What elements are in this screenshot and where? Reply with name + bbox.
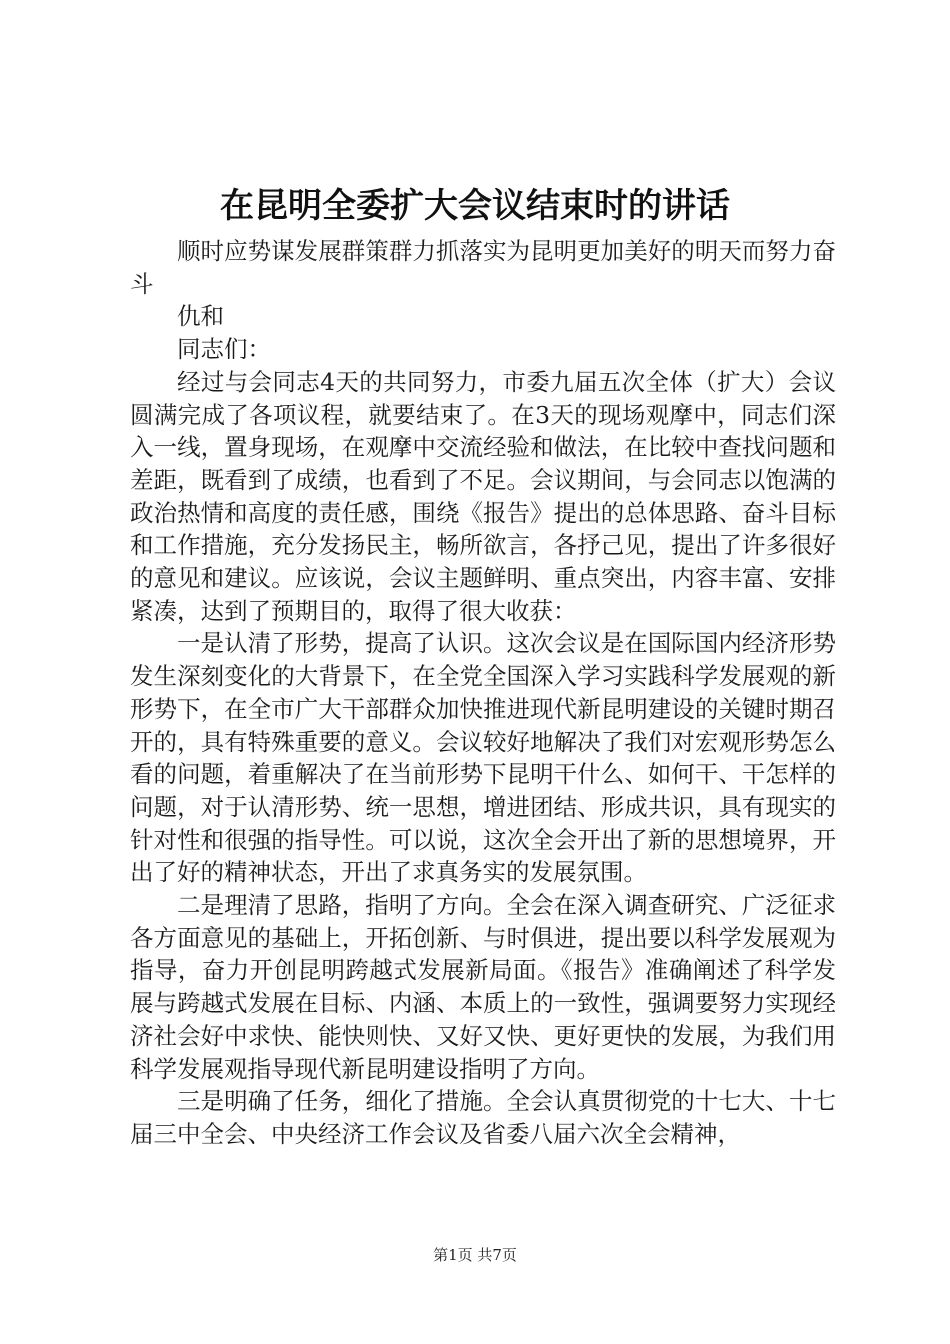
- document-body: [130, 235, 836, 1151]
- body-paragraph: 经过与会同志4天的共同努力，市委九届五次全体（扩大）会议圆满完成了各项议程，就要结束了。在3天的现场观摩中，同志们深入一线，置身现场，在观摩中交流经验和做法，在比较中查找问题和差距，既看到了成绩，也看到了不足。会议期间，与会同志以饱满的政治热情和高度的责任感，围绕《报告》提出的总体思路、奋斗目标和工作措施，充分发扬民主，畅所欲言，各抒己见，提出了许多很好的意见和建议。应该说，会议主题鲜明、重点突出，内容丰富、安排紧凑，达到了预期目的，取得了很大收获：: [130, 367, 836, 625]
- body-paragraph: 三是明确了任务，细化了措施。全会认真贯彻党的十七大、十七届三中全会、中央经济工作会议及省委八届六次全会精神，: [130, 1087, 836, 1148]
- page-footer: 第1页 共7页: [433, 1246, 517, 1264]
- body-paragraph: 一是认清了形势，提高了认识。这次会议是在国际国内经济形势发生深刻变化的大背景下，在全党全国深入学习实践科学发展观的新形势下，在全市广大干部群众加快推进现代新昆明建设的关键时期召开的，具有特殊重要的意义。会议较好地解决了我们对宏观形势怎么看的问题，着重解决了在当前形势下昆明干什么、如何干、干怎样的问题，对于认清形势、统一思想，增进团结、形成共识，具有现实的针对性和很强的指导性。可以说，这次全会开出了新的思想境界，开出了好的精神状态，开出了求真务实的发展氛围。: [130, 629, 836, 887]
- salutation-paragraph: 同志们：: [177, 335, 271, 364]
- author-paragraph: 仇和: [177, 302, 224, 331]
- body-paragraph: 二是理清了思路，指明了方向。全会在深入调查研究、广泛征求各方面意见的基础上，开拓创新、与时俱进，提出要以科学发展观为指导，奋力开创昆明跨越式发展新局面。《报告》准确阐述了科学发展与跨越式发展在目标、内涵、本质上的一致性，强调要努力实现经济社会好中求快、能快则快、又好又快、更好更快的发展，为我们用科学发展观指导现代新昆明建设指明了方向。: [130, 891, 836, 1083]
- document-title: 在昆明全委扩大会议结束时的讲话: [220, 186, 730, 226]
- subtitle-paragraph: 顺时应势谋发展群策群力抓落实为昆明更加美好的明天而努力奋斗: [130, 237, 836, 298]
